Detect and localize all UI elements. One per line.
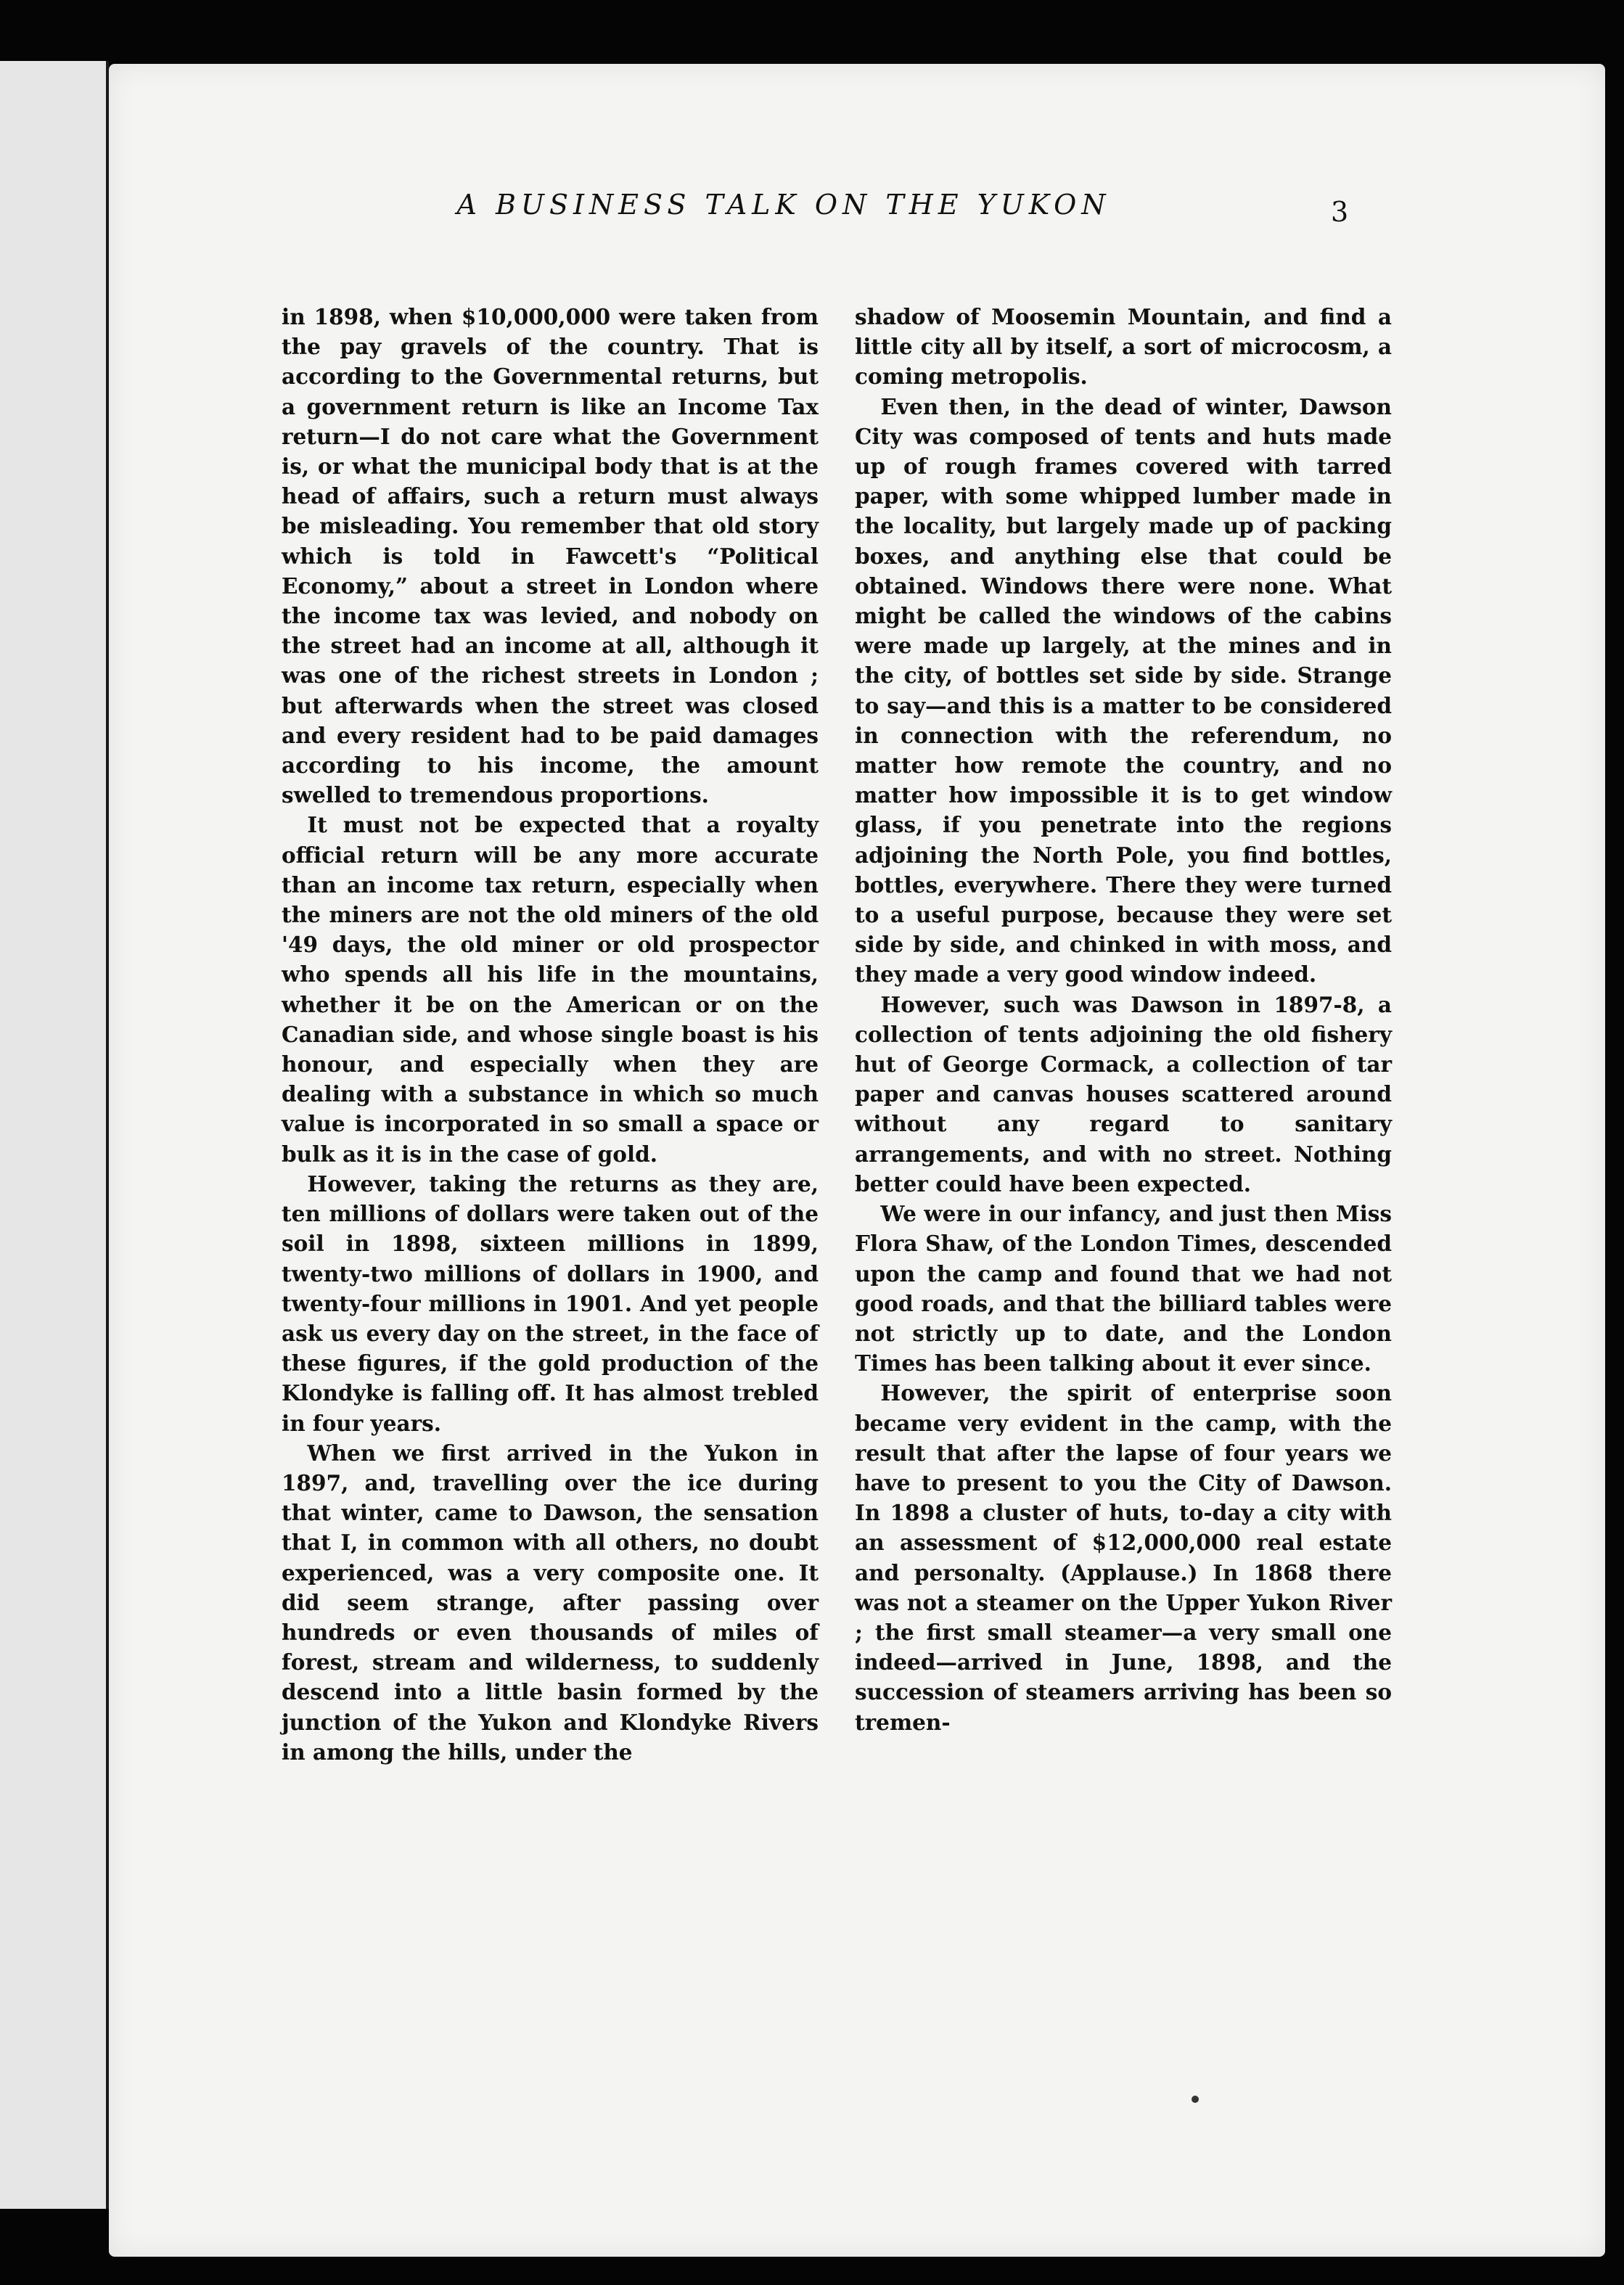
paragraph: Even then, in the dead of winter, Dawson City was composed of tents and huts made up of rough frames covered with tarred paper, with some whipped lumber made in the locality, but largely made up of packing boxes, and anything else that could be obtained. Windows there were none. What might be called the windows of the cabins were made up largely, at the mines and in the city, of bottles set side by side. Strange to say—and this is a matter to be considered in connection with the referendum, no matter how remote the country, and no matter how impossible it is to get window glass, if you penetrate into the regions adjoining the North Pole, you find bottles, bottles, everywhere. There they were turned to a useful purpose, because they were set side by side, and chinked in with moss, and they made a very good window indeed. xyxy=(855,393,1392,988)
paragraph: When we first arrived in the Yukon in 1897, and, travelling over the ice during that winter, came to Dawson, the sensation that I, in common with all others, no doubt experienced, was a very composite one. It did seem strange, after passing over hundreds or even thousands of miles of forest, stream and wilderness, to suddenly descend into a little basin formed by the junction of the Yukon and Klondyke Rivers in among the hills, under the xyxy=(282,1440,819,1765)
paragraph: However, the spirit of enterprise soon became very evident in the camp, with the result that after the lapse of four years we have to present to you the City of Dawson. In 1898 a cluster of huts, to-day a city with an assessment of $12,000,000 real estate and personalty. (Applause.) In 1868 there was not a steamer on the Upper Yukon River ; the first small steamer—a very small one indeed—arrived in June, 1898, and the succession of steamers arriving has been so tremen- xyxy=(855,1380,1392,1735)
previous-page-edge xyxy=(0,61,109,2209)
paragraph: It must not be expected that a royalty official return will be any more accurate than an income tax return, especially when the miners are not the old miners of the old '49 days, the old miner or old prospector who spends all his life in the mountains, whether it be on the American or on the Canadian side, and whose single boast is his honour, and especially when they are dealing with a substance in which so much value is incorporated in so small a space or bulk as it is in the case of gold. xyxy=(282,812,819,1167)
right-column xyxy=(855,302,1392,1737)
paragraph: in 1898, when $10,000,000 were taken from the pay gravels of the country. That is according to the Governmental returns, but a government return is like an Income Tax return—I do not care what the Government is, or what the municipal body that is at the head of affairs, such a return must always be misleading. You remember that old story which is told in Fawcett's “Political Economy,” about a street in London where the income tax was levied, and nobody on the street had an income at all, although it was one of the richest streets in London ; but afterwards when the street was closed and every resident had to be paid damages according to his income, the amount swelled to tremendous proportions. xyxy=(282,304,819,808)
running-head: A BUSINESS TALK ON THE YUKON xyxy=(456,189,1111,221)
left-column xyxy=(282,302,819,1767)
paragraph: However, such was Dawson in 1897-8, a collection of tents adjoining the old fishery hut of George Cormack, a collection of tar paper and canvas houses scattered around without any regard to sanitary arrangements, and with no street. Nothing better could have been expected. xyxy=(855,991,1392,1197)
page-number: 3 xyxy=(1331,196,1349,228)
paragraph: shadow of Moosemin Mountain, and find a little city all by itself, a sort of microcosm, a coming metropolis. xyxy=(855,304,1392,390)
paragraph: However, taking the returns as they are, ten millions of dollars were taken out of the soil in 1898, sixteen millions in 1899, twenty-two millions of dollars in 1900, and twenty-four millions in 1901. And yet people ask us every day on the street, in the face of these figures, if the gold production of the Klondyke is falling off. It has almost trebled in four years. xyxy=(282,1170,819,1436)
speck-mark xyxy=(1192,2096,1199,2103)
paragraph: We were in our infancy, and just then Miss Flora Shaw, of the London Times, descended upon the camp and found that we had not good roads, and that the billiard tables were not strictly up to date, and the London Times has been talking about it ever since. xyxy=(855,1201,1392,1377)
